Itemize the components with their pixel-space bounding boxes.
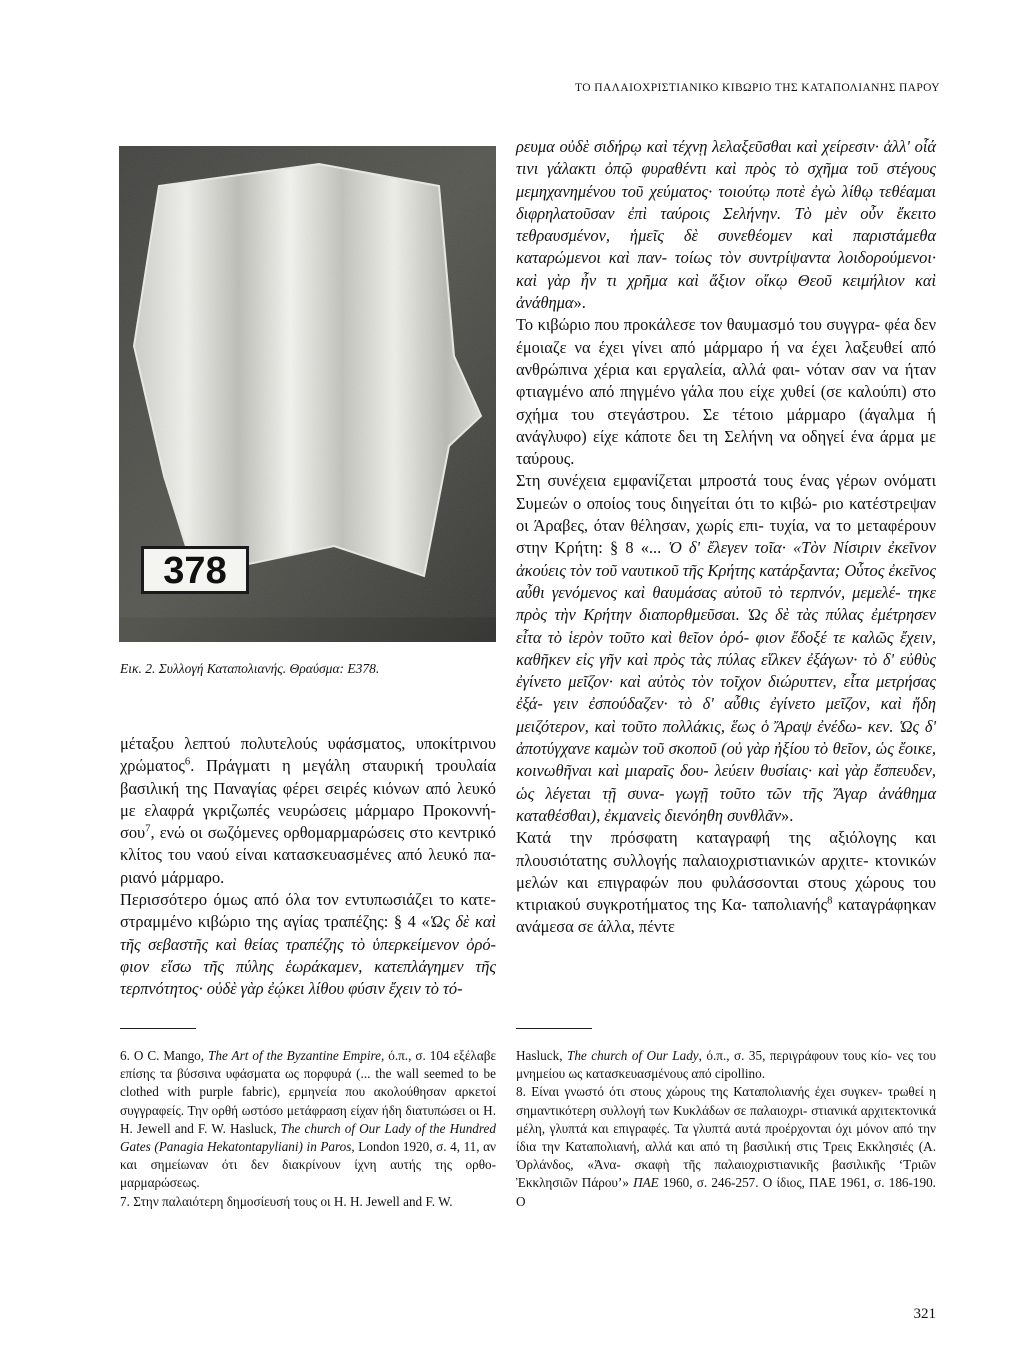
footnotes-right	[516, 1047, 936, 1211]
footnote-rule-right	[516, 1028, 592, 1029]
figure-caption: Εικ. 2. Συλλογή Καταπολιανής. Θραύσμα: Ε378.	[120, 661, 380, 676]
footnotes-left	[120, 1047, 496, 1211]
right-paragraph-3: Στη συνέχεια εμφανίζεται μπροστά τους ένας γέρων ονόματι Συμεών ο οποίος τους διηγείται ότι το κιβώ- ριο κατέστρεψαν οι Άραβες, όταν θέλησαν, χωρίς επι- τυχία, να το μεταφέρουν στην Κρήτη: § 8 «... Ὁ δ' ἔλεγεν τοῖα· «Τὸν Νίσιριν ἐκεῖνον ἀκούεις τὸν τοῦ ναυτικοῦ τῆς Κρήτης κατάρξαντα; Οὗτος ἐκεῖνος αὖθι γενόμενος καὶ θαυμάσας αὐτοῦ τὸ τερπνόν, μεμελέ- τηκε πρὸς τὴν Κρήτην διαπορθμεῦσαι. Ὡς δὲ τὰς πύλας ἐμέτρησεν εἶτα τὸ ἱερὸν τοῦτο καὶ θεῖον ὀρό- φιον ἔδοξέ τε καλῶς ἔχειν, καθῆκεν εἰς γῆν καὶ πρὸς τὰς πύλας εἵλκεν ἐξάγων· τὸ δ' εὐθὺς ἐγίνετο μεῖζον· καὶ αὐτὸς τὸν τοῖχον διώρυττεν, εἶτα μετρήσας ἐξά- γειν ἐσπούδαζεν· τὸ δ' αὖθις ἐγίνετο μεῖζον, καὶ ἤδη μειζότερον, καὶ τοῦτο πολλάκις, ἕως ὁ Ἄραψ ἐνέδω- κεν. Ὡς δ' ἀποτύγχανε καμὼν τοῦ σκοποῦ (οὐ γὰρ ἠξίου τὸ θεῖον, ὡς ἔοικε, κοινωθῆναι καὶ μιαραῖς δου- λεύειν θυσίαις· καὶ γὰρ ἔσπευδεν, ὡς λέγεται τῇ συνα- γωγῇ τοῦτο τῶν τῆς Ἄγαρ ἀνάθημα καταθέσθαι), ἐκμανεὶς διενόηθη συνθλᾶν».	[516, 471, 936, 825]
left-column	[120, 733, 496, 1001]
right-column	[516, 136, 936, 939]
footnote-8: 8. Είναι γνωστό ότι στους χώρους της Καταπολιανής έχει συγκεν- τρωθεί η σημαντικότερη συλλογή των Κυκλάδων σε παλαιοχρι- στιανικά αρχιτεκτονικά μέλη, γλυπτά και επιγραφές. Τα γλυπτά αυτά προέρχονται όχι μόνον από την ίδια την Καταπολιανή, αλλά και από τη βασιλική στις Τρεις Εκκλησιές (Α. Ὀρλάνδος, «Ἀνα- σκαφὴ τῆς παλαιοχριστιανικῆς βασιλικῆς ‘Τριῶν Ἐκκλησιῶν Πάρου’» ΠΑΕ 1960, σ. 246-257. Ο ίδιος, ΠΑΕ 1961, σ. 186-190. Ο	[516, 1084, 936, 1209]
right-paragraph-2: Το κιβώριο που προκάλεσε τον θαυμασμό του συγγρα- φέα δεν έμοιαζε να έχει γίνει από μάρμαρο ή να έχει λαξευθεί από ανθρώπινα χέρια και εργαλεία, αλλά φαι- νόταν σαν να ήταν φτιαγμένο από πηγμένο γάλα που είχε χυθεί (σε καλούπι) στο σχήμα του στεγάστρου. Σε τέτοιο μάρμαρο (άγαλμα ή ανάγλυφο) είχε κάποτε δει τη Σελήνη να οδηγεί ένα άρμα με ταύρους.	[516, 315, 936, 469]
footnote-rule-left	[120, 1028, 196, 1029]
number-label	[141, 546, 249, 594]
footnote-6: 6. Ο C. Mango, The Art of the Byzantine Empire, ό.π., σ. 104 εξέλαβε επίσης τα βύσσινα υφάσματα ως πορφυρά (... the wall seemed to be clothed with purple fabric), ερμηνεία που ακολούθησαν αρκετοί συγγραφείς. Την ορθή ωστόσο μετάφραση είχαν ήδη διατυπώσει οι H. H. Jewell and F. W. Hasluck, The church of Our Lady of the Hundred Gates (Panagia Hekatontapyliani) in Paros, London 1920, σ. 4, 11, αν και σημείωναν ότι δεν διακρίνουν ίχνη αυτής της ορθο- μαρμαρώσεως.	[120, 1048, 497, 1191]
running-head: ΤΟ ΠΑΛΑΙΟΧΡΙΣΤΙΑΝΙΚΟ ΚΙΒΩΡΙΟ ΤΗΣ ΚΑΤΑΠΟΛΙΑΝΗΣ ΠΑΡΟΥ	[575, 82, 940, 94]
right-paragraph-4: Κατά την πρόσφατη καταγραφή της αξιόλογης και πλουσιότατης συλλογής παλαιοχριστιανικών αρχιτε- κτονικών μελών και επιγραφών που φυλάσσονται στους χώρους του κτιριακού συγκροτήματος της Κα- ταπολιανής$^8$ καταγράφηκαν ανάμεσα σε άλλα, πέντε	[516, 828, 936, 937]
figure-label-number: 378	[163, 550, 227, 592]
right-paragraph-1: ρευμα οὐδὲ σιδήρῳ καὶ τέχνῃ λελαξεῦσθαι καὶ χείρεσιν· ἀλλ' οἷά τινι γάλακτι ὀπῷ φυραθέντι καὶ πρὸς τὸ σχῆμα τοῦ στέγους μεμηχανημένου τοῦ χεύματος· τοιούτῳ ποτὲ ἐγὼ λίθῳ τεθέαμαι διφρηλατοῦσαν ἐπὶ ταύροις Σελήνην. Τὸ μὲν οὖν ἔκειτο τεθραυσμένον, ἡμεῖς δὲ συνεθέομεν καὶ παριστάμεθα καταρώμενοι καὶ παν- τοίως τὸν συντρίψαντα λοιδορούμενοι· καὶ γὰρ ἦν τι χρῆμα καὶ ἄξιον οἴκῳ Θεοῦ κειμήλιον καὶ ἀνάθημα».	[516, 137, 936, 313]
left-paragraph-2: Περισσότερο όμως από όλα τον εντυπωσιάζει το κατε- στραμμένο κιβώριο της αγίας τραπέζης: § 4 «Ὡς δὲ καὶ τῆς σεβαστῆς καὶ θείας τραπέζης τὸ ὑπερκείμενον ὀρό- φιον εἴσω τῆς πύλης ἑωράκαμεν, κατεπλάγημεν τῆς τερπνότητος· οὐδὲ γὰρ ἐῴκει λίθου φύσιν ἔχειν τὸ τό-	[120, 890, 496, 999]
footnote-7: 7. Στην παλαιότερη δημοσίευσή τους οι H. H. Jewell and F. W.	[120, 1193, 453, 1209]
figure-photo	[119, 146, 496, 642]
page-number: 321	[913, 1306, 936, 1322]
marble-fragment-image	[119, 146, 496, 642]
left-paragraph-1: μέταξου λεπτού πολυτελούς υφάσματος, υποκίτρινου χρώματος$^6$. Πράγματι η μεγάλη σταυρική τρουλαία βασιλική της Παναγίας φέρει σειρές κιόνων από λευκό με ελαφρά γκριζωπές νευρώσεις μάρμαρο Προκοννή- σου$^7$, ενώ οι σωζόμενες ορθομαρμαρώσεις στο κεντρικό κλίτος του ναού είναι κατασκευασμένες από λευκό πα- ριανό μάρμαρο.	[120, 734, 496, 887]
footnote-7-continued: Hasluck, The church of Our Lady, ό.π., σ. 35, περιγράφουν τους κίο- νες του μνημείου ως κατασκευασμένους από cipollino.	[516, 1048, 936, 1082]
